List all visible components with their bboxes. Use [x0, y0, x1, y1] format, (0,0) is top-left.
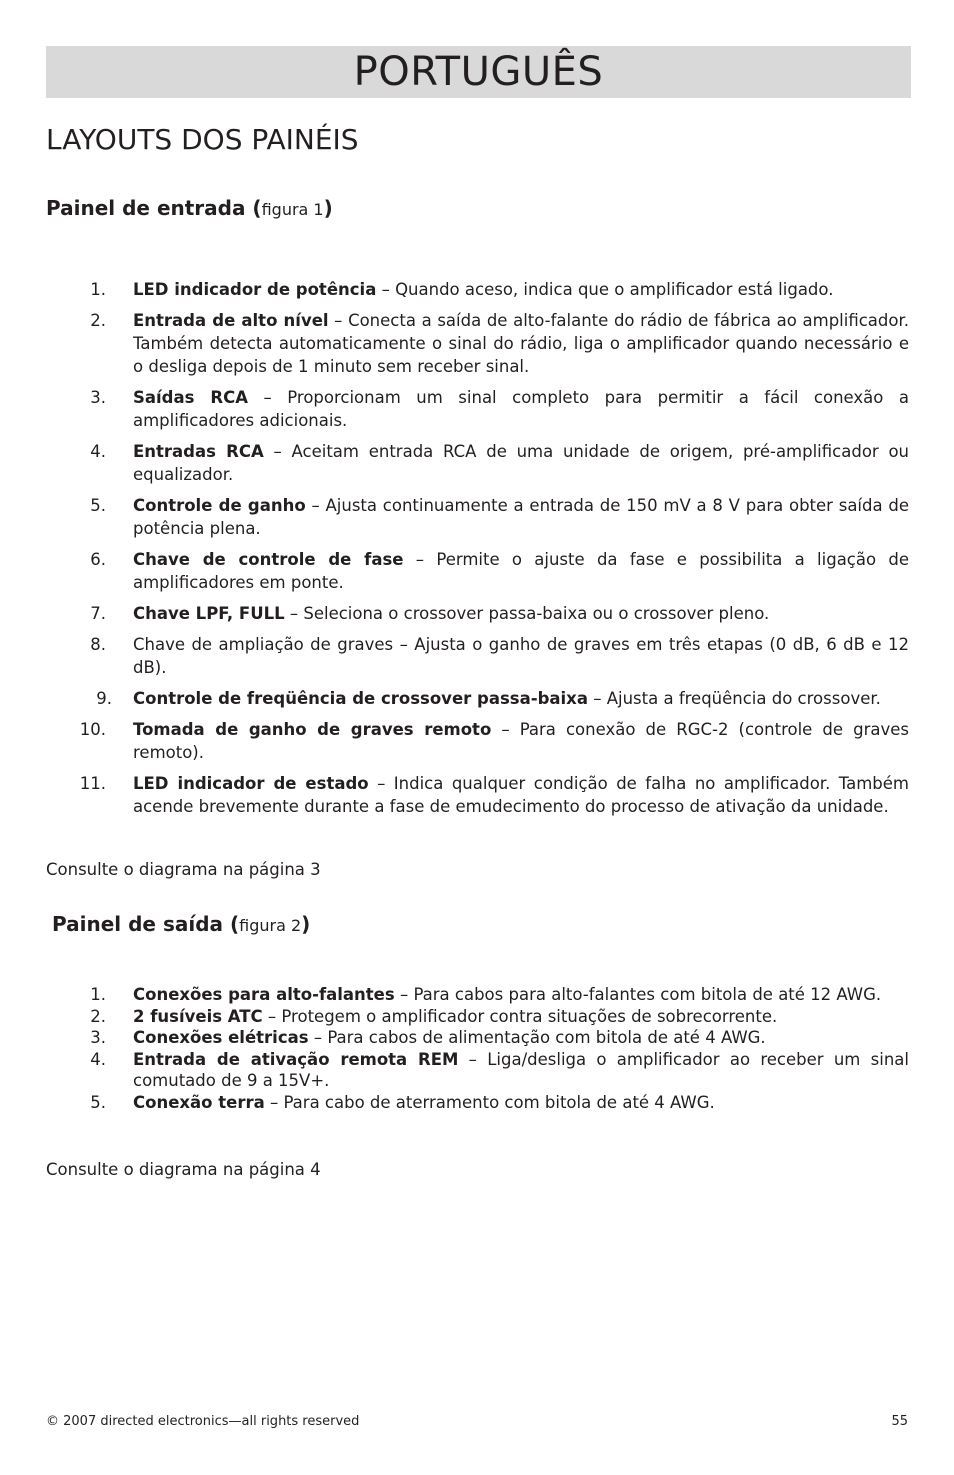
item-number: 9. [96, 689, 112, 708]
item-term: Conexão terra [133, 1092, 265, 1112]
item-term: Entrada de alto nível [133, 311, 329, 330]
output-panel-heading-close: ) [301, 912, 311, 936]
list-item [0, 718, 909, 764]
item-number: 2. [90, 311, 106, 330]
item-number: 7. [90, 604, 106, 623]
language-banner [46, 46, 911, 98]
item-number: 4. [90, 442, 106, 461]
list-item [0, 386, 909, 432]
item-term: LED indicador de estado [133, 774, 369, 793]
item-description: – Permite o ajuste da fase e possibilita a ligação de amplificadores em ponte. [133, 550, 909, 592]
item-number: 5. [90, 1092, 106, 1112]
input-panel-list [0, 278, 909, 826]
list-item [0, 1092, 909, 1114]
item-description: Chave de ampliação de graves – Ajusta o ganho de graves em três etapas (0 dB, 6 dB e 12 dB). [133, 635, 909, 677]
item-description: – Protegem o amplificador contra situações de sobrecorrente. [262, 1006, 778, 1026]
output-panel-list [0, 984, 909, 1113]
page-number: 55 [891, 1414, 908, 1429]
list-item [0, 1049, 909, 1092]
input-panel-heading [46, 194, 333, 224]
input-panel-figure-ref: figura 1 [261, 200, 324, 219]
item-description: – Seleciona o crossover passa-baixa ou o crossover pleno. [284, 604, 770, 623]
item-term: Entrada de ativação remota REM [133, 1049, 459, 1069]
section-title: LAYOUTS DOS PAINÉIS [46, 123, 359, 156]
item-number: 4. [90, 1049, 106, 1069]
list-item [0, 440, 909, 486]
copyright-footer: © 2007 directed electronics—all rights reserved [46, 1414, 360, 1429]
output-panel-figure-ref: figura 2 [239, 916, 302, 935]
item-number: 2. [90, 1006, 106, 1026]
output-panel-diagram-reference: Consulte o diagrama na página 4 [46, 1160, 321, 1179]
list-item [0, 633, 909, 679]
item-number: 3. [90, 388, 106, 407]
list-item [0, 548, 909, 594]
item-description: – Ajusta a freqüência do crossover. [587, 689, 881, 708]
list-item [0, 772, 909, 818]
list-item [0, 984, 909, 1006]
item-description: – Proporcionam um sinal completo para permitir a fácil conexão a amplificadores adicionais. [133, 388, 909, 430]
page-title: PORTUGUÊS [353, 49, 604, 95]
item-number: 10. [79, 720, 106, 739]
item-term: LED indicador de potência [133, 280, 377, 299]
item-description: – Aceitam entrada RCA de uma unidade de origem, pré-amplificador ou equalizador. [133, 442, 909, 484]
list-item [0, 494, 909, 540]
item-number: 1. [90, 985, 106, 1004]
output-panel-heading [52, 910, 310, 940]
item-number: 11. [79, 774, 106, 793]
input-panel-heading-close: ) [323, 196, 333, 220]
item-term: Entradas RCA [133, 442, 264, 461]
list-item [0, 1027, 909, 1049]
item-number: 3. [90, 1028, 106, 1047]
item-description: – Quando aceso, indica que o amplificador está ligado. [376, 280, 834, 299]
item-term: Saídas RCA [133, 388, 249, 407]
item-description: – Liga/desliga o amplificador ao receber um sinal comutado de 9 a 15V+. [133, 1049, 909, 1090]
item-description: – Ajusta continuamente a entrada de 150 mV a 8 V para obter saída de potência plena. [133, 496, 909, 538]
input-panel-diagram-reference: Consulte o diagrama na página 3 [46, 860, 321, 879]
item-term: Controle de freqüência de crossover passa-baixa [133, 689, 588, 708]
item-number: 8. [90, 635, 106, 654]
item-term: Controle de ganho [133, 496, 306, 515]
item-term: Conexões para alto-falantes [133, 985, 395, 1004]
item-description: – Para cabo de aterramento com bitola de até 4 AWG. [264, 1092, 715, 1112]
item-description: – Para cabos para alto-falantes com bitola de até 12 AWG. [394, 985, 882, 1004]
output-panel-heading-text: Painel de saída ( [52, 912, 240, 936]
list-item [0, 1006, 909, 1028]
item-description: – Indica qualquer condição de falha no amplificador. Também acende brevemente durante a fase de emudecimento do processo de ativação da unidade. [133, 774, 910, 816]
item-term: Conexões elétricas [133, 1028, 309, 1047]
item-term: Tomada de ganho de graves remoto [133, 720, 492, 739]
item-number: 1. [90, 280, 106, 299]
list-item [0, 278, 909, 301]
input-panel-heading-text: Painel de entrada ( [46, 196, 262, 220]
item-term: 2 fusíveis ATC [133, 1006, 263, 1026]
item-description: – Para conexão de RGC-2 (controle de graves remoto). [133, 720, 909, 762]
item-number: 6. [90, 550, 106, 569]
item-term: Chave de controle de fase [133, 550, 404, 569]
item-term: Chave LPF, FULL [133, 604, 285, 623]
list-item [0, 602, 909, 625]
item-description: – Para cabos de alimentação com bitola de até 4 AWG. [308, 1028, 766, 1047]
item-description: – Conecta a saída de alto-falante do rádio de fábrica ao amplificador. Também detecta automaticamente o sinal do rádio, liga o amplificador quando necessário e o desliga depois de 1 minuto sem receber sinal. [133, 311, 909, 376]
list-item [0, 687, 909, 710]
list-item [0, 309, 909, 378]
item-number: 5. [90, 496, 106, 515]
